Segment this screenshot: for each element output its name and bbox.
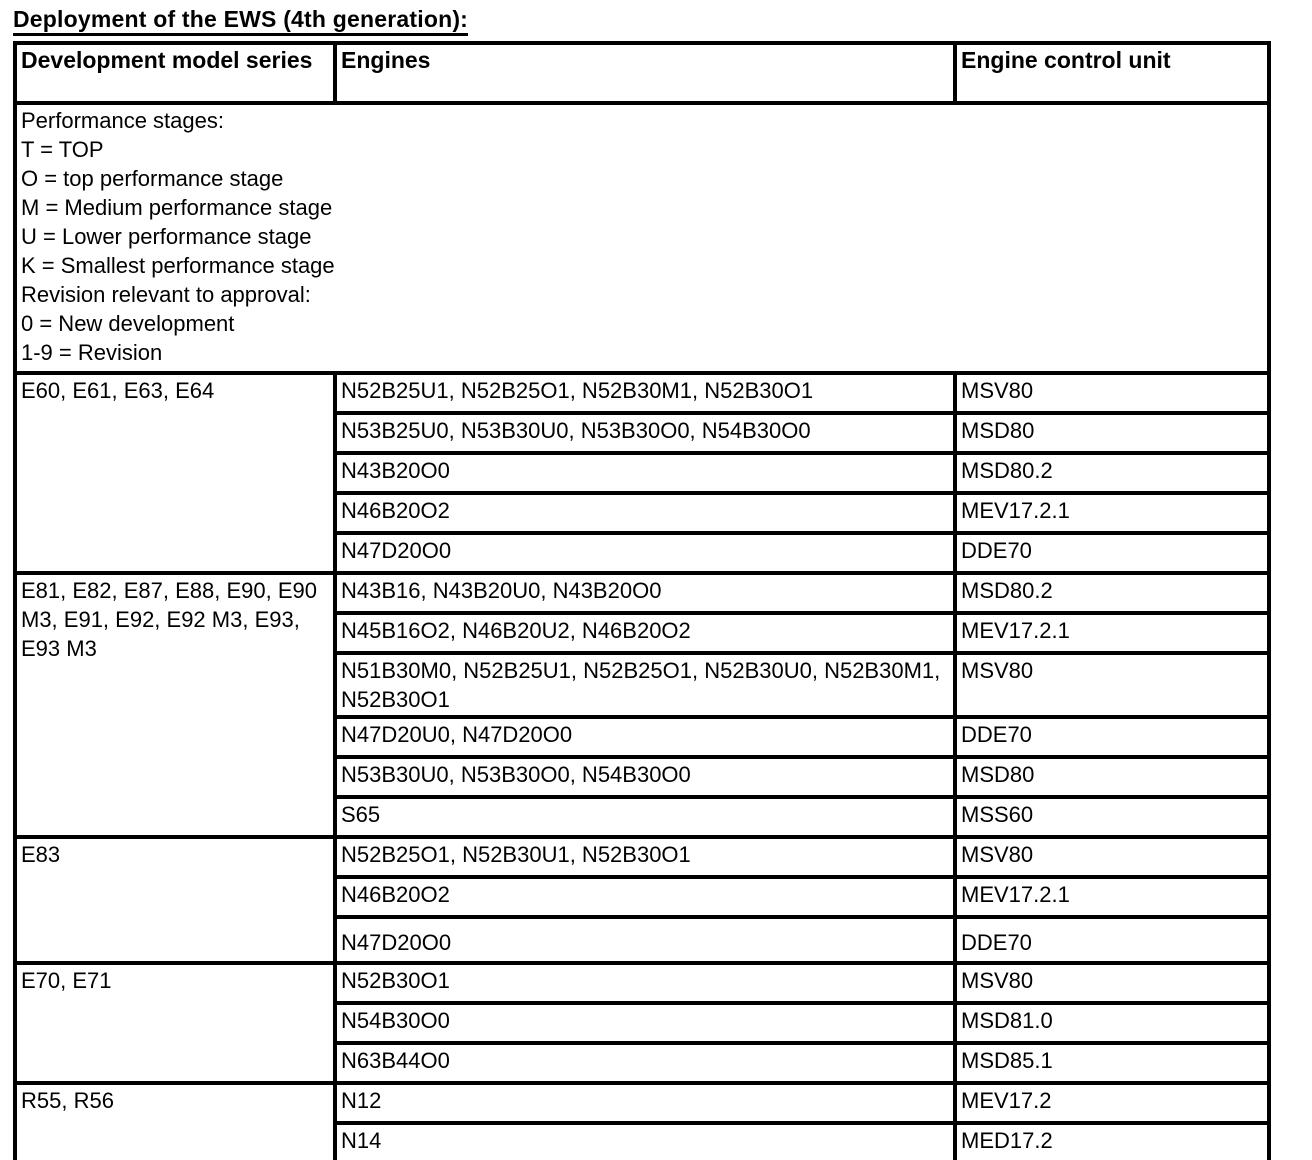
engines-cell: N47D20U0, N47D20O0: [335, 717, 955, 757]
legend-line: T = TOP: [21, 137, 104, 162]
table-row: [15, 837, 1269, 877]
ecu-cell: MSV80: [955, 963, 1269, 1003]
engines-cell: N46B20O2: [335, 877, 955, 917]
ecu-cell: MSV80: [955, 653, 1269, 717]
engines-cell: N63B44O0: [335, 1043, 955, 1083]
engines-cell: N54B30O0: [335, 1003, 955, 1043]
ecu-cell: MSD80: [955, 757, 1269, 797]
legend-line: 1-9 = Revision: [21, 340, 163, 365]
engines-cell: N47D20O0: [335, 533, 955, 573]
engines-cell: N46B20O2: [335, 493, 955, 533]
engines-cell: N47D20O0: [335, 917, 955, 963]
table-row: [15, 1083, 1269, 1123]
ecu-cell: MSV80: [955, 837, 1269, 877]
legend-line: 0 = New development: [21, 311, 235, 336]
ecu-cell: MED17.2: [955, 1123, 1269, 1160]
page-title: Deployment of the EWS (4th generation):: [13, 6, 468, 36]
engines-cell: N52B25O1, N52B30U1, N52B30O1: [335, 837, 955, 877]
legend-line: Performance stages:: [21, 108, 224, 133]
ecu-cell: DDE70: [955, 533, 1269, 573]
performance-stages-legend: [15, 103, 1269, 373]
legend-line: U = Lower performance stage: [21, 224, 312, 249]
header-row: [15, 43, 1269, 103]
ecu-cell: MEV17.2.1: [955, 493, 1269, 533]
ecu-cell: MSD80.2: [955, 453, 1269, 493]
series-cell: R55, R56: [15, 1083, 335, 1160]
ecu-cell: MEV17.2.1: [955, 613, 1269, 653]
table-row: [15, 963, 1269, 1003]
engines-cell: N12: [335, 1083, 955, 1123]
ecu-cell: MSD81.0: [955, 1003, 1269, 1043]
series-cell: E81, E82, E87, E88, E90, E90 M3, E91, E92, E92 M3, E93, E93 M3: [15, 573, 335, 837]
ecu-cell: DDE70: [955, 917, 1269, 963]
ews-deployment-table: [13, 41, 1271, 1160]
engines-cell: N52B25U1, N52B25O1, N52B30M1, N52B30O1: [335, 373, 955, 413]
ecu-cell: MSD85.1: [955, 1043, 1269, 1083]
series-cell: E70, E71: [15, 963, 335, 1083]
engines-cell: N52B30O1: [335, 963, 955, 1003]
ecu-cell: DDE70: [955, 717, 1269, 757]
legend-line: O = top performance stage: [21, 166, 284, 191]
engines-cell: N14: [335, 1123, 955, 1160]
series-cell: E60, E61, E63, E64: [15, 373, 335, 573]
engines-cell: N43B16, N43B20U0, N43B20O0: [335, 573, 955, 613]
engines-cell: N53B30U0, N53B30O0, N54B30O0: [335, 757, 955, 797]
table-row: [15, 373, 1269, 413]
engines-cell: N51B30M0, N52B25U1, N52B25O1, N52B30U0, N52B30M1, N52B30O1: [335, 653, 955, 717]
col-header-engines: Engines: [335, 43, 955, 103]
engines-cell: N53B25U0, N53B30U0, N53B30O0, N54B30O0: [335, 413, 955, 453]
legend-line: M = Medium performance stage: [21, 195, 333, 220]
engines-cell: S65: [335, 797, 955, 837]
table-row: [15, 573, 1269, 613]
ecu-cell: MSV80: [955, 373, 1269, 413]
legend-line: K = Smallest performance stage: [21, 253, 335, 278]
series-cell: E83: [15, 837, 335, 963]
col-header-engine-control-unit: Engine control unit: [955, 43, 1269, 103]
engines-cell: N43B20O0: [335, 453, 955, 493]
legend-row: [15, 103, 1269, 373]
legend-line: Revision relevant to approval:: [21, 282, 311, 307]
ecu-cell: MEV17.2.1: [955, 877, 1269, 917]
ecu-cell: MEV17.2: [955, 1083, 1269, 1123]
col-header-development-model-series: Development model series: [15, 43, 335, 103]
engines-cell: N45B16O2, N46B20U2, N46B20O2: [335, 613, 955, 653]
ecu-cell: MSS60: [955, 797, 1269, 837]
ecu-cell: MSD80.2: [955, 573, 1269, 613]
ecu-cell: MSD80: [955, 413, 1269, 453]
